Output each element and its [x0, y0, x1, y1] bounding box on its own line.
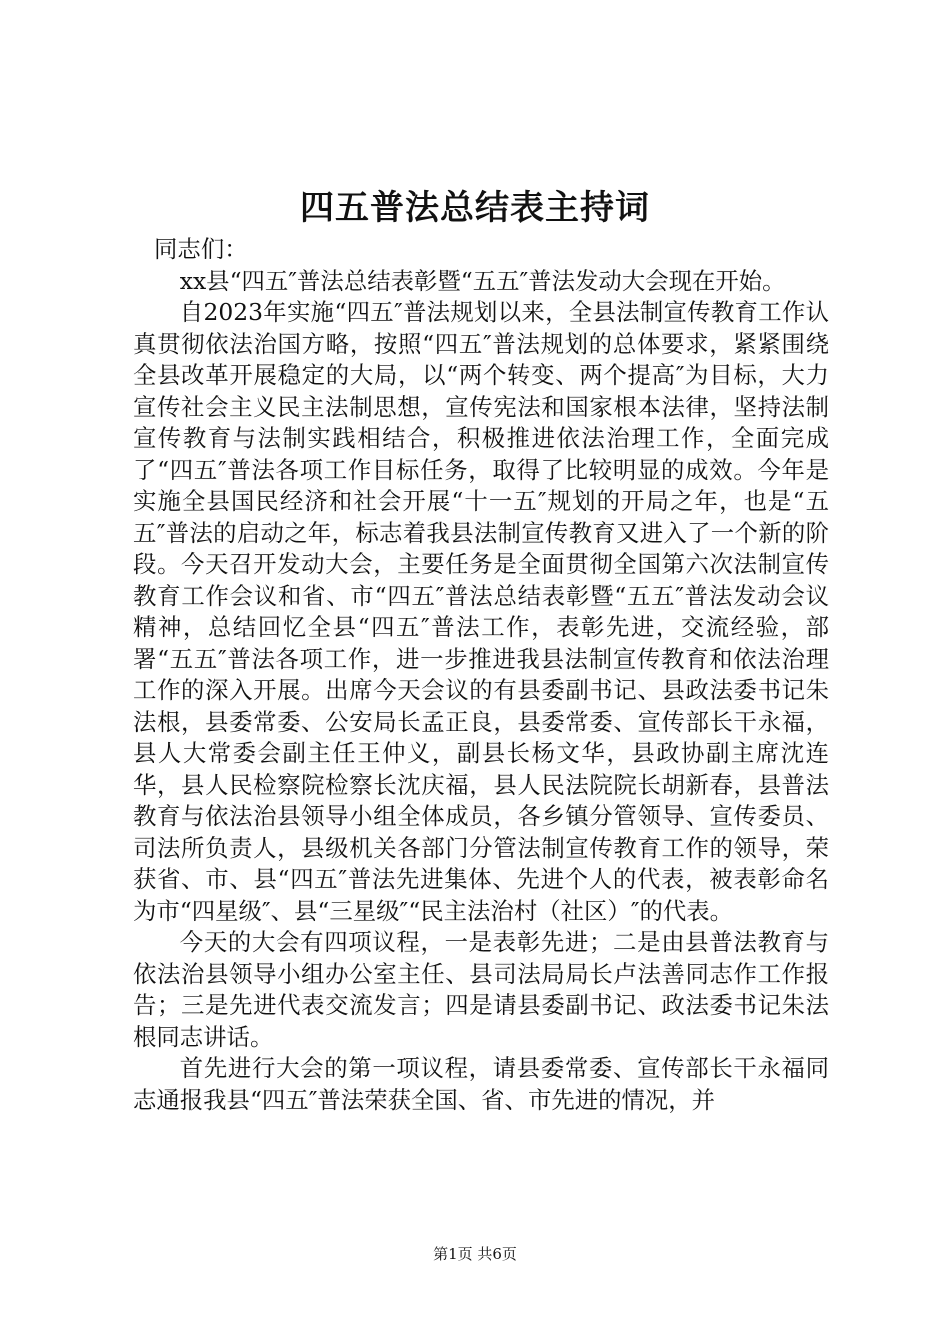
- paragraph-first-item: 首先进行大会的第一项议程，请县委常委、宣传部长干永福同志通报我县“四五″普法荣获全国、省、市先进的情况，并: [133, 1054, 829, 1114]
- paragraph-opening: xx县“四五″普法总结表彰暨“五五″普法发动大会现在开始。: [179, 266, 786, 295]
- paragraph-agenda: 今天的大会有四项议程，一是表彰先进；二是由县普法教育与依法治县领导小组办公室主任、县司法局局长卢法善同志作工作报告；三是先进代表交流发言；四是请县委副书记、政法委书记朱法根同志讲话。: [133, 928, 829, 1051]
- greeting-line: 同志们：: [154, 235, 248, 263]
- paragraph-background: 自2023年实施“四五″普法规划以来，全县法制宣传教育工作认真贯彻依法治国方略，按照“四五″普法规划的总体要求，紧紧围绕全县改革开展稳定的大局，以“两个转变、两个提高″为目标，大力宣传社会主义民主法制思想，宣传宪法和国家根本法律，坚持法制宣传教育与法制实践相结合，积极推进依法治理工作，全面完成了“四五″普法各项工作目标任务，取得了比较明显的成效。今年是实施全县国民经济和社会开展“十一五″规划的开局之年，也是“五五″普法的启动之年，标志着我县法制宣传教育又进入了一个新的阶段。今天召开发动大会，主要任务是全面贯彻全国第六次法制宣传教育工作会议和省、市“四五″普法总结表彰暨“五五″普法发动会议精神，总结回忆全县“四五″普法工作，表彰先进，交流经验，部署“五五″普法各项工作，进一步推进我县法制宣传教育和依法治理工作的深入开展。出席今天会议的有县委副书记、县政法委书记朱法根，县委常委、公安局长孟正良，县委常委、宣传部长干永福，县人大常委会副主任王仲义，副县长杨文华，县政协副主席沈连华，县人民检察院检察长沈庆福，县人民法院院长胡新春，县普法教育与依法治县领导小组全体成员，各乡镇分管领导、宣传委员、司法所负责人，县级机关各部门分管法制宣传教育工作的领导，荣获省、市、县“四五″普法先进集体、先进个人的代表，被表彰命名为市“四星级″、县“三星级″“民主法治村（社区）″的代表。: [133, 298, 829, 925]
- document-title: 四五普法总结表主持词: [300, 188, 650, 228]
- document-body: [133, 234, 829, 1116]
- page-number-footer: 第1页 共6页: [433, 1245, 517, 1263]
